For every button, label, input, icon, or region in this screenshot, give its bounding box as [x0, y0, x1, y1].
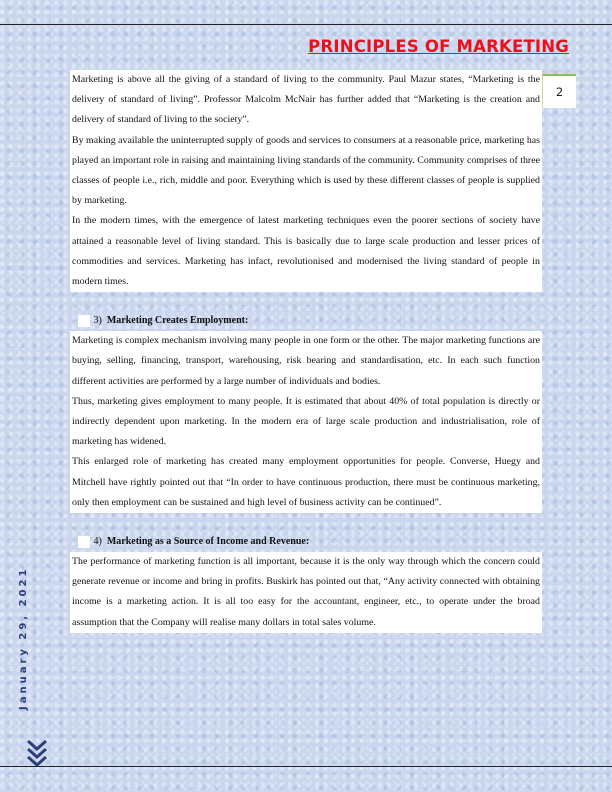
section-number: 4)	[93, 536, 102, 548]
side-date: January 29, 2021	[18, 566, 29, 710]
paragraph: In the modern times, with the emergence of latest marketing techniques even the poorer sections of society have attained a reasonable level of living standard. This is basically due to large scale production and lesser prices of commodities and services. Marketing has infact, revolutionised and modernised the living standard of people in modern times.	[70, 211, 542, 292]
page-title: PRINCIPLES OF MARKETING	[308, 37, 569, 56]
main-content	[70, 70, 542, 633]
paragraph: Marketing is complex mechanism involving many people in one form or the other. The major marketing functions are buying, selling, financing, transport, warehousing, risk bearing and standardisation, etc. In each such function different activities are performed by a large number of individuals and bodies.	[70, 331, 542, 392]
section-number: 3)	[93, 315, 102, 327]
section-title: Marketing Creates Employment:	[106, 315, 249, 327]
heading-marker	[78, 315, 90, 327]
paragraph: Thus, marketing gives employment to many people. It is estimated that about 40% of total population is directly or indirectly dependent upon marketing. In the modern era of large scale production and industrialisation, role of marketing has widened.	[70, 392, 542, 453]
paragraph: The performance of marketing function is all important, because it is the only way through which the concern could generate revenue or income and bring in profits. Buskirk has pointed out that, “Any activity connected with obtaining income is a marketing action. It is all too easy for the accountant, engineer, etc., to operate under the broad assumption that the Company will realise many dollars in total sales volume.	[70, 552, 542, 633]
page-number: 2	[555, 85, 564, 99]
bottom-rule	[0, 766, 612, 767]
paragraph: This enlarged role of marketing has created many employment opportunities for people. Converse, Huegy and Mitchell have rightly pointed out that “In order to have continuous production, there must be continuous marketing, only then employment can be sustained and high level of business activity can be continued”.	[70, 452, 542, 513]
section-title: Marketing as a Source of Income and Revenue:	[106, 536, 310, 548]
heading-marker	[78, 536, 90, 548]
top-rule	[0, 24, 612, 25]
spacer	[70, 513, 542, 532]
section-heading-income	[70, 532, 542, 552]
section-heading-employment	[70, 311, 542, 331]
page-number-box	[542, 74, 576, 108]
paragraph: By making available the uninterrupted supply of goods and services to consumers at a reasonable price, marketing has played an important role in raising and maintaining living standards of the community. Community comprises of three classes of people i.e., rich, middle and poor. Everything which is used by these different classes of people is supplied by marketing.	[70, 131, 542, 212]
paragraph: Marketing is above all the giving of a standard of living to the community. Paul Mazur states, “Marketing is the delivery of standard of living”. Professor Malcolm McNair has further added that “Marketing is the creation and delivery of standard of living to the society”.	[70, 70, 542, 131]
spacer	[70, 292, 542, 311]
